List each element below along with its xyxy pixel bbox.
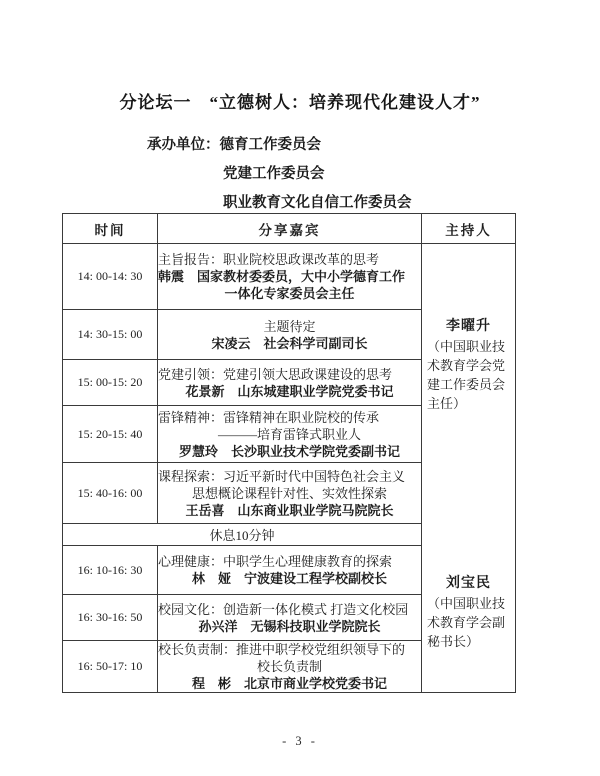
session-speaker: 王岳喜 山东商业职业学院马院院长 — [185, 502, 394, 518]
table-header-row — [63, 214, 516, 244]
guest-cell — [158, 360, 422, 406]
host-name: 李曜升 — [446, 319, 491, 334]
session-speaker: 孙兴洋 无锡科技职业学院院长 — [198, 618, 381, 634]
time-cell: 15: 20-15: 40 — [63, 406, 158, 463]
organizer-row — [147, 131, 412, 160]
break-label: 休息10分钟 — [63, 524, 422, 546]
forum-title: 分论坛一 “立德树人：培养现代化建设人才” — [119, 93, 481, 112]
session-topic: 心理健康：中职学生心理健康教育的探索 — [158, 554, 393, 569]
host-name: 刘宝民 — [446, 576, 491, 591]
time-cell: 16: 50-17: 10 — [63, 641, 158, 693]
col-header-time: 时间 — [63, 214, 158, 244]
session-speaker: 罗慧玲 长沙职业技术学院党委副书记 — [178, 443, 400, 459]
host-affiliation: （中国职业技术教育学会党建工作委员会主任） — [427, 339, 506, 411]
time-cell: 15: 40-16: 00 — [63, 463, 158, 524]
guest-cell — [158, 244, 422, 310]
guest-cell — [158, 546, 422, 595]
schedule-table — [62, 213, 516, 693]
guest-cell — [158, 641, 422, 693]
host-affiliation: （中国职业技术教育学会副秘书长） — [427, 596, 506, 649]
session-speaker: 林 娅 宁波建设工程学校副校长 — [191, 571, 387, 586]
col-header-host: 主持人 — [422, 214, 516, 244]
time-cell: 15: 00-15: 20 — [63, 360, 158, 406]
session-speaker: 宋凌云 社会科学司副司长 — [211, 335, 368, 351]
session-topic: 主题待定 — [263, 318, 316, 334]
session-speaker: 花景新 山东城建职业学院党委书记 — [185, 383, 394, 399]
time-cell: 14: 30-15: 00 — [63, 310, 158, 360]
guest-cell — [158, 463, 422, 524]
session-topic: 思想概论课程针对性、实效性探索 — [191, 485, 387, 501]
session-topic: 雷锋精神：雷锋精神在职业院校的传承 — [158, 409, 380, 425]
organizer-label: 承办单位： — [147, 137, 220, 153]
host-cell — [422, 244, 516, 693]
session-speaker: 一体化专家委员会主任 — [224, 286, 355, 301]
session-topic: 党建引领：党建引领大思政课建设的思考 — [158, 366, 393, 382]
session-topic: 校园文化：创造新一体化模式 打造文化校园 — [158, 601, 409, 617]
host-entry — [422, 574, 515, 651]
guest-cell — [158, 310, 422, 360]
col-header-guest: 分享嘉宾 — [158, 214, 422, 244]
organizers-block — [147, 131, 412, 218]
organizer-row — [223, 160, 412, 189]
time-cell: 16: 30-16: 50 — [63, 595, 158, 641]
time-cell: 14: 00-14: 30 — [63, 244, 158, 310]
session-topic: 主旨报告：职业院校思政课改革的思考 — [158, 252, 380, 267]
session-topic: 校长负责制 — [256, 659, 322, 674]
organizer-item: 德育工作委员会 — [219, 137, 321, 153]
page-number: - 3 - — [282, 734, 318, 748]
host-entry — [422, 317, 515, 413]
guest-cell — [158, 595, 422, 641]
session-speaker: 程 彬 北京市商业学校党委书记 — [191, 676, 387, 691]
guest-cell — [158, 406, 422, 463]
session-topic: ———培育雷锋式职业人 — [217, 426, 361, 442]
organizer-item: 党建工作委员会 — [223, 166, 325, 182]
time-cell: 16: 10-16: 30 — [63, 546, 158, 595]
session-topic: 校长负责制：推进中职学校党组织领导下的 — [158, 642, 406, 657]
session-speaker: 韩震 国家教材委委员，大中小学德育工作 — [158, 269, 406, 284]
table-row — [63, 244, 516, 310]
session-topic: 课程探索：习近平新时代中国特色社会主义 — [158, 468, 406, 484]
organizer-item: 职业教育文化自信工作委员会 — [223, 195, 412, 211]
